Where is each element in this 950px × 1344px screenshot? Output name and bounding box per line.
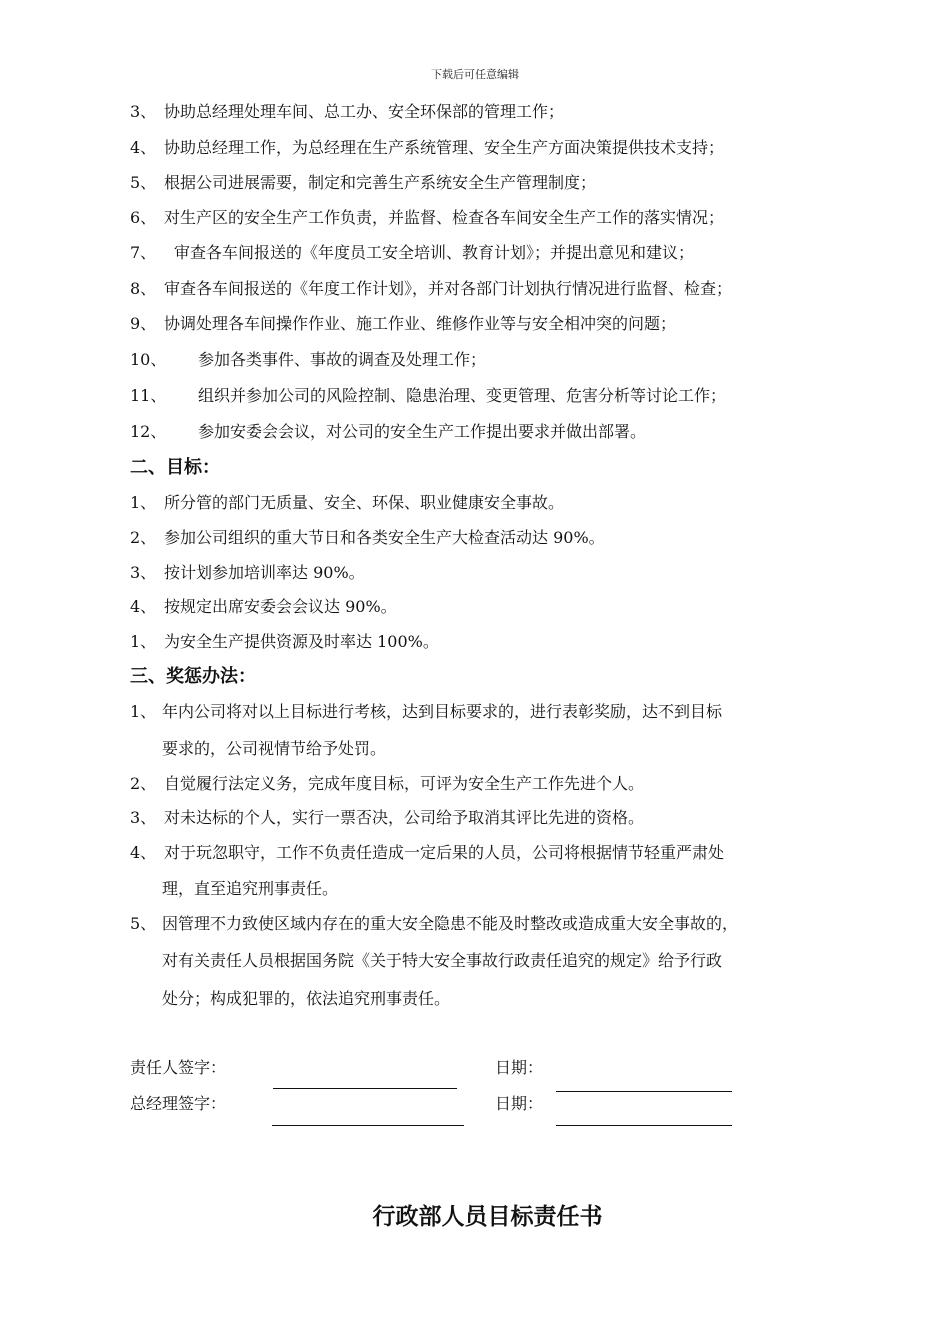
date-line[interactable] [556, 1125, 732, 1126]
item-text: 审查各车间报送的《年度员工安全培训、教育计划》；并提出意见和建议； [174, 243, 695, 262]
item-text: 自觉履行法定义务，完成年度目标，可评为安全生产工作先进个人。 [164, 774, 645, 793]
next-document-title: 行政部人员目标责任书 [372, 1203, 603, 1230]
item-number: 4、 [130, 597, 157, 616]
page-header: 下载后可任意编辑 [431, 68, 519, 81]
item-number: 3、 [130, 102, 157, 121]
item-number: 1、 [130, 632, 157, 651]
date-label: 日期： [495, 1058, 544, 1077]
item-text: 协助总经理工作，为总经理在生产系统管理、安全生产方面决策提供技术支持； [164, 138, 725, 157]
item-text: 所分管的部门无质量、安全、环保、职业健康安全事故。 [164, 493, 565, 512]
reward-item-3 [130, 808, 644, 828]
item-text: 对未达标的个人，实行一票否决，公司给予取消其评比先进的资格。 [164, 808, 645, 827]
section-heading-rewards: 三、奖惩办法： [130, 666, 256, 687]
goal-item [130, 528, 605, 548]
item-number: 2、 [130, 528, 157, 547]
item-number: 3、 [130, 563, 157, 582]
duty-item-5 [130, 173, 596, 193]
duty-item-8 [130, 279, 732, 299]
gm-signature-line[interactable] [272, 1125, 464, 1126]
duty-item-3 [130, 102, 564, 122]
item-number: 11、 [130, 386, 167, 405]
item-text: 按规定出席安委会会议达 90%。 [164, 597, 397, 616]
reward-item-5-cont: 处分；构成犯罪的，依法追究刑事责任。 [162, 989, 451, 1008]
goal-item [130, 493, 564, 513]
item-text: 组织并参加公司的风险控制、隐患治理、变更管理、危害分析等讨论工作； [198, 386, 727, 405]
date-label: 日期： [495, 1094, 544, 1113]
date-line[interactable] [556, 1091, 732, 1092]
item-text: 按计划参加培训率达 90%。 [164, 563, 365, 582]
duty-item-12 [130, 422, 646, 442]
goal-item [130, 597, 397, 617]
reward-item-4 [130, 843, 724, 863]
item-number: 7、 [130, 243, 157, 262]
duty-item-11 [130, 386, 726, 406]
item-number: 3、 [130, 808, 157, 827]
reward-item-1 [130, 702, 722, 722]
responsible-signature-label: 责任人签字： [130, 1058, 227, 1077]
item-number: 4、 [130, 138, 157, 157]
reward-item-5-cont: 对有关责任人员根据国务院《关于特大安全事故行政责任追究的规定》给予行政 [162, 951, 723, 970]
reward-item-5 [130, 914, 738, 934]
gm-signature-label: 总经理签字： [130, 1094, 227, 1113]
goal-item [130, 563, 365, 583]
item-text: 协调处理各车间操作作业、施工作业、维修作业等与安全相冲突的问题； [164, 314, 677, 333]
item-text: 协助总经理处理车间、总工办、安全环保部的管理工作； [164, 102, 565, 121]
item-number: 6、 [130, 208, 157, 227]
duty-item-9 [130, 314, 676, 334]
reward-item-4-cont: 理，直至追究刑事责任。 [162, 879, 339, 898]
item-number: 8、 [130, 279, 157, 298]
reward-item-1-cont: 要求的，公司视情节给予处罚。 [162, 739, 387, 758]
item-number: 5、 [130, 914, 157, 933]
item-text: 审查各车间报送的《年度工作计划》，并对各部门计划执行情况进行监督、检查； [164, 279, 733, 298]
item-number: 4、 [130, 843, 157, 862]
duty-item-6 [130, 208, 724, 228]
item-text: 因管理不力致使区域内存在的重大安全隐患不能及时整改或造成重大安全事故的， [162, 914, 739, 933]
item-text: 年内公司将对以上目标进行考核，达到目标要求的，进行表彰奖励，达不到目标 [162, 702, 723, 721]
duty-item-7 [130, 243, 694, 263]
goal-item [130, 632, 439, 652]
item-text: 对生产区的安全生产工作负责，并监督、检查各车间安全生产工作的落实情况； [164, 208, 725, 227]
item-number: 5、 [130, 173, 157, 192]
duty-item-4 [130, 138, 724, 158]
item-number: 9、 [130, 314, 157, 333]
item-text: 参加公司组织的重大节日和各类安全生产大检查活动达 90%。 [164, 528, 605, 547]
item-text: 对于玩忽职守，工作不负责任造成一定后果的人员，公司将根据情节轻重严肃处 [164, 843, 725, 862]
responsible-signature-line[interactable] [273, 1088, 457, 1089]
item-number: 2、 [130, 774, 157, 793]
item-text: 为安全生产提供资源及时率达 100%。 [164, 632, 439, 651]
item-number: 12、 [130, 422, 167, 441]
item-number: 10、 [130, 350, 167, 369]
item-text: 参加安委会会议，对公司的安全生产工作提出要求并做出部署。 [198, 422, 647, 441]
item-text: 参加各类事件、事故的调查及处理工作； [198, 350, 487, 369]
item-number: 1、 [130, 702, 157, 721]
section-heading-goals: 二、目标： [130, 457, 220, 478]
reward-item-2 [130, 774, 644, 794]
duty-item-10 [130, 350, 486, 370]
item-text: 根据公司进展需要，制定和完善生产系统安全生产管理制度； [164, 173, 597, 192]
item-number: 1、 [130, 493, 157, 512]
